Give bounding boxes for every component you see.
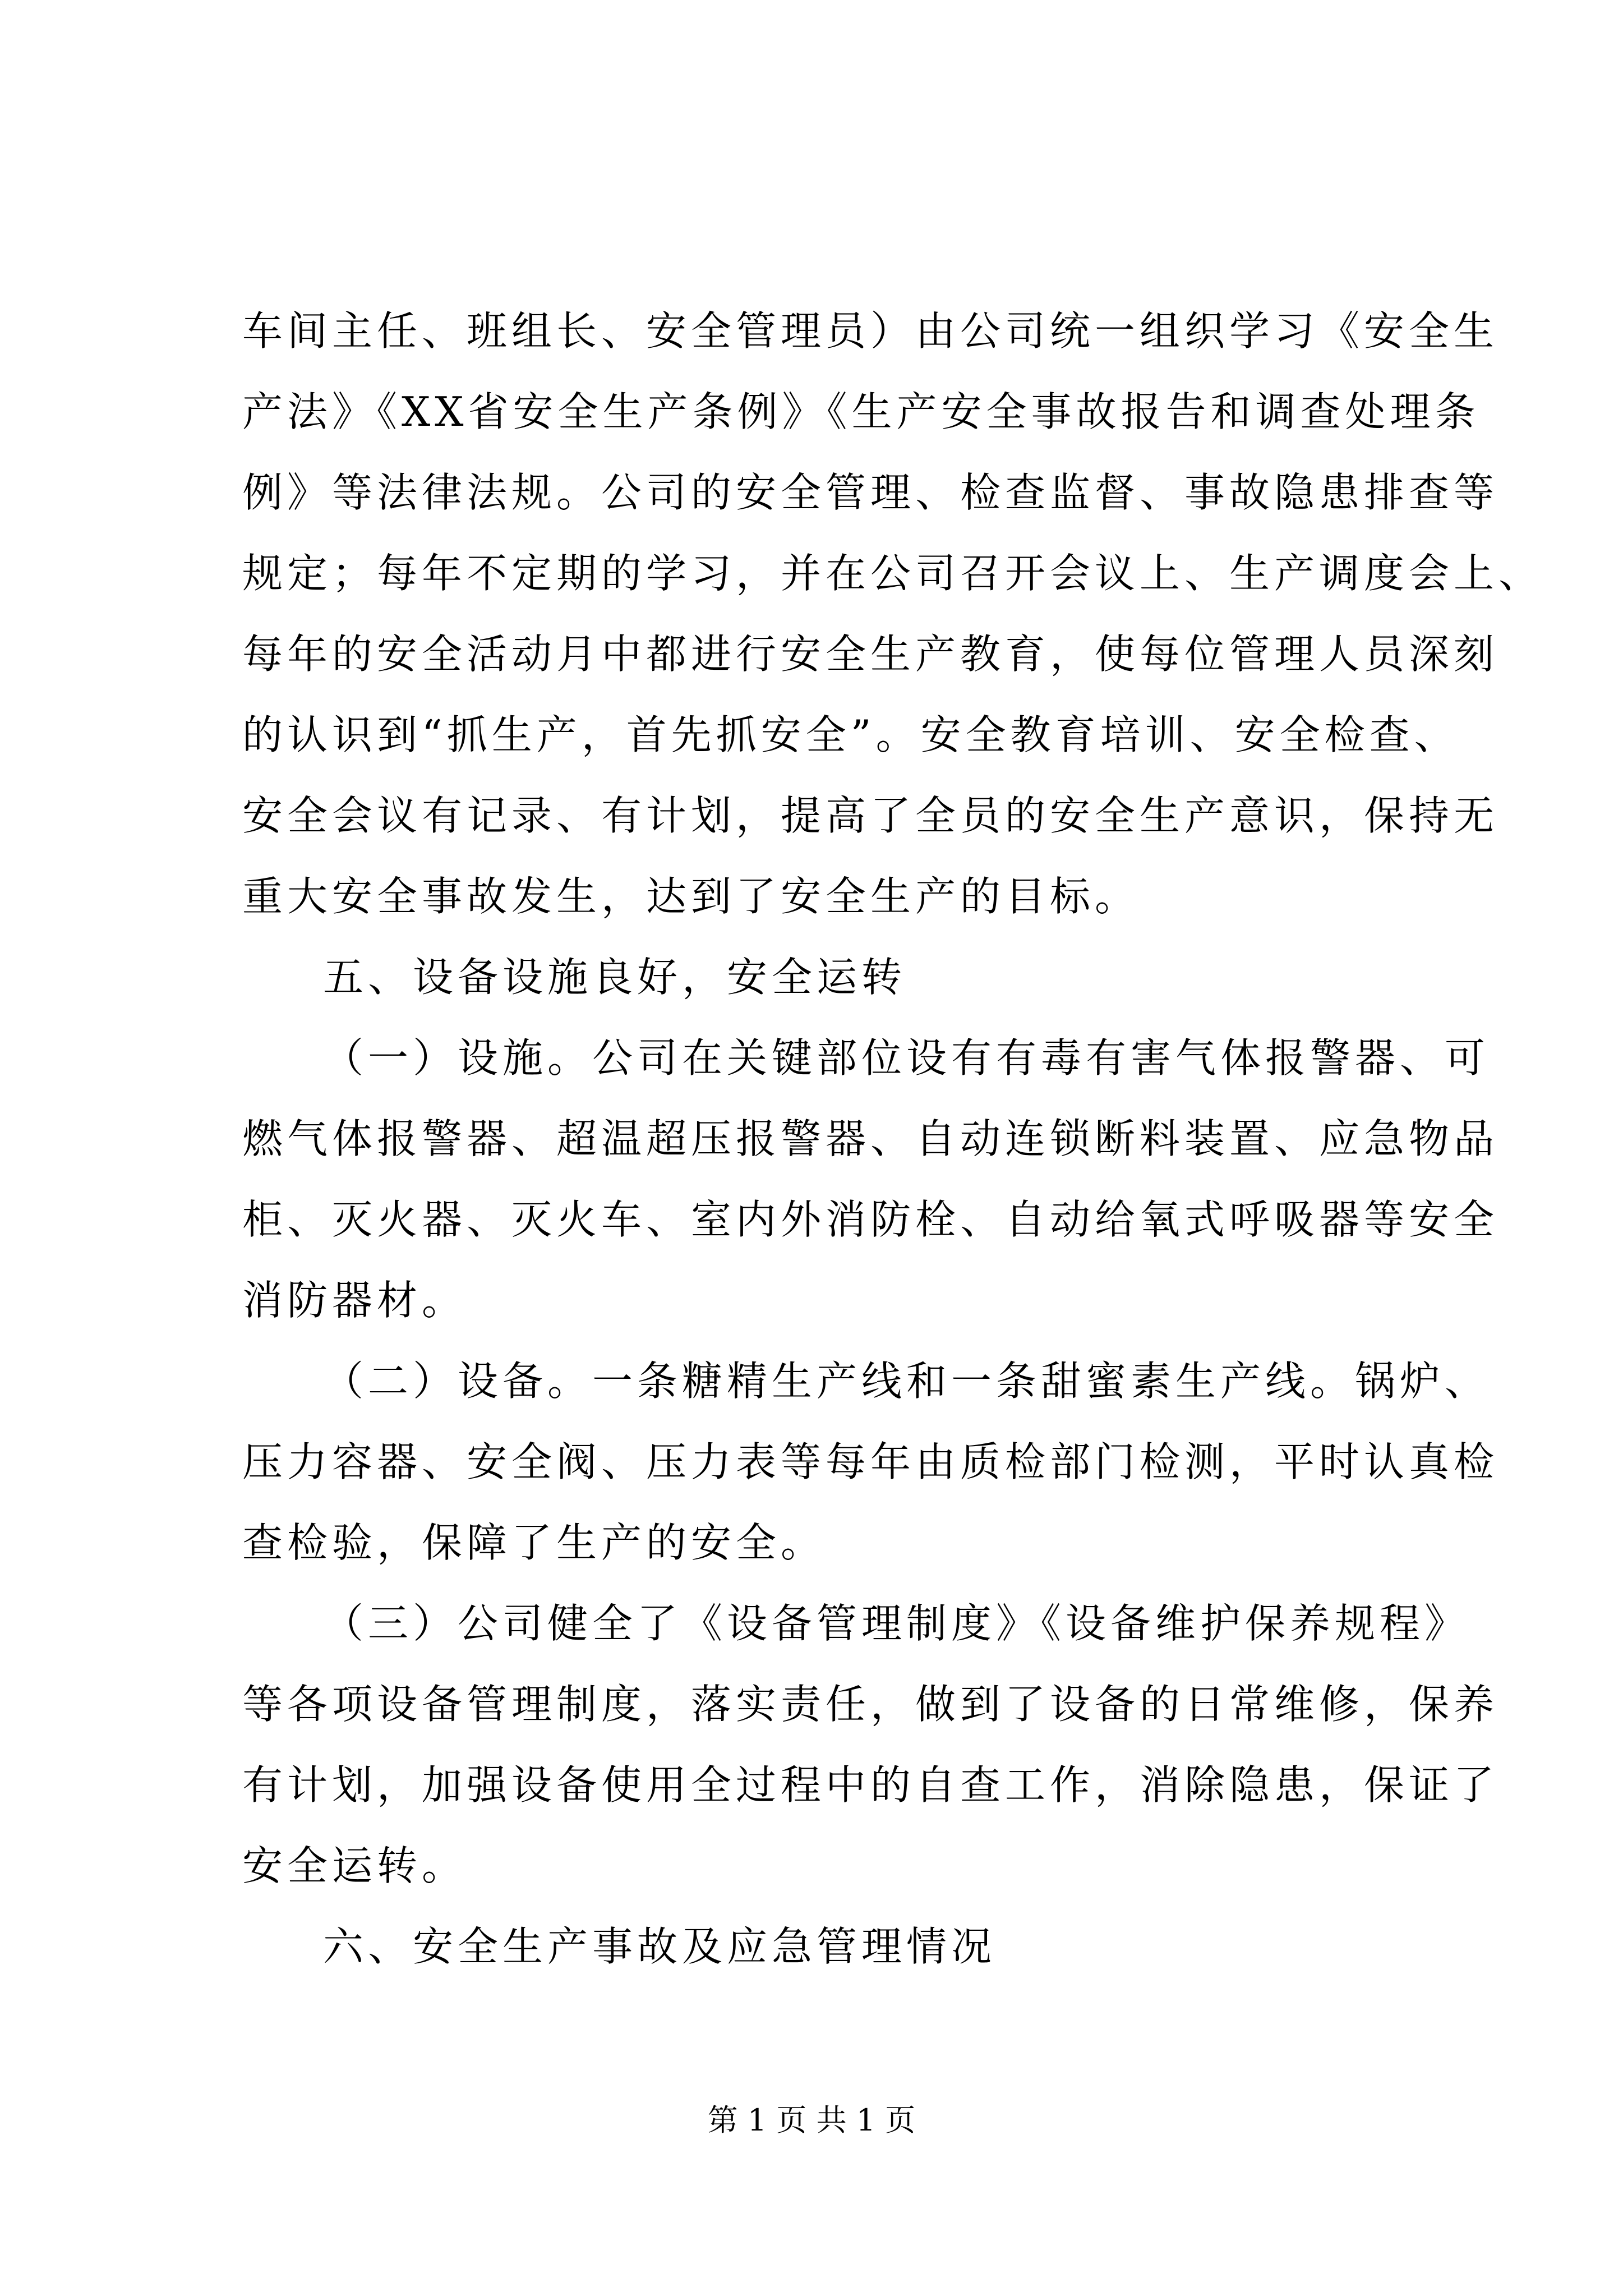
text-line: 重大安全事故发生，达到了安全生产的目标。 [242,873,1140,920]
text-line: 查检验，保障了生产的安全。 [242,1519,826,1566]
paragraph-facilities: （一）设施。公司在关键部位设有有毒有害气体报警器、可 [323,1034,1490,1082]
text-line: 车间主任、班组长、安全管理员）由公司统一组织学习《安全生 [242,307,1499,355]
text-line: 安全运转。 [242,1842,467,1889]
document-body [242,291,1544,1987]
text-line: 安全会议有记录、有计划，提高了全员的安全生产意识，保持无 [242,792,1499,839]
text-line: 柜、灭火器、灭火车、室内外消防栓、自动给氧式呼吸器等安全 [242,1196,1499,1243]
text-line: 产法》《XX省安全生产条例》《生产安全事故报告和调查处理条 [242,388,1480,435]
text-line: 规定；每年不定期的学习，并在公司召开会议上、生产调度会上、 [242,550,1544,597]
text-line: 有计划，加强设备使用全过程中的自查工作，消除隐患，保证了 [242,1761,1499,1809]
text-line: 例》等法律法规。公司的安全管理、检查监督、事故隐患排查等 [242,469,1499,516]
text-line: 的认识到“抓生产，首先抓安全”。安全教育培训、安全检查、 [242,711,1459,758]
paragraph-equipment: （二）设备。一条糖精生产线和一条甜蜜素生产线。锅炉、 [323,1358,1490,1405]
page-number-label: 第 1 页 共 1 页 [707,2102,916,2138]
text-line: 压力容器、安全阀、压力表等每年由质检部门检测，平时认真检 [242,1438,1499,1485]
paragraph-management-rules: （三）公司健全了《设备管理制度》《设备维护保养规程》 [323,1600,1470,1647]
section-heading-5: 五、设备设施良好，安全运转 [323,954,907,1001]
page-footer [0,2098,1623,2143]
text-line: 每年的安全活动月中都进行安全生产教育，使每位管理人员深刻 [242,631,1499,678]
section-heading-6: 六、安全生产事故及应急管理情况 [323,1923,997,1970]
text-line: 燃气体报警器、超温超压报警器、自动连锁断料装置、应急物品 [242,1115,1499,1162]
text-line: 消防器材。 [242,1277,467,1324]
text-line: 等各项设备管理制度，落实责任，做到了设备的日常维修，保养 [242,1681,1499,1728]
